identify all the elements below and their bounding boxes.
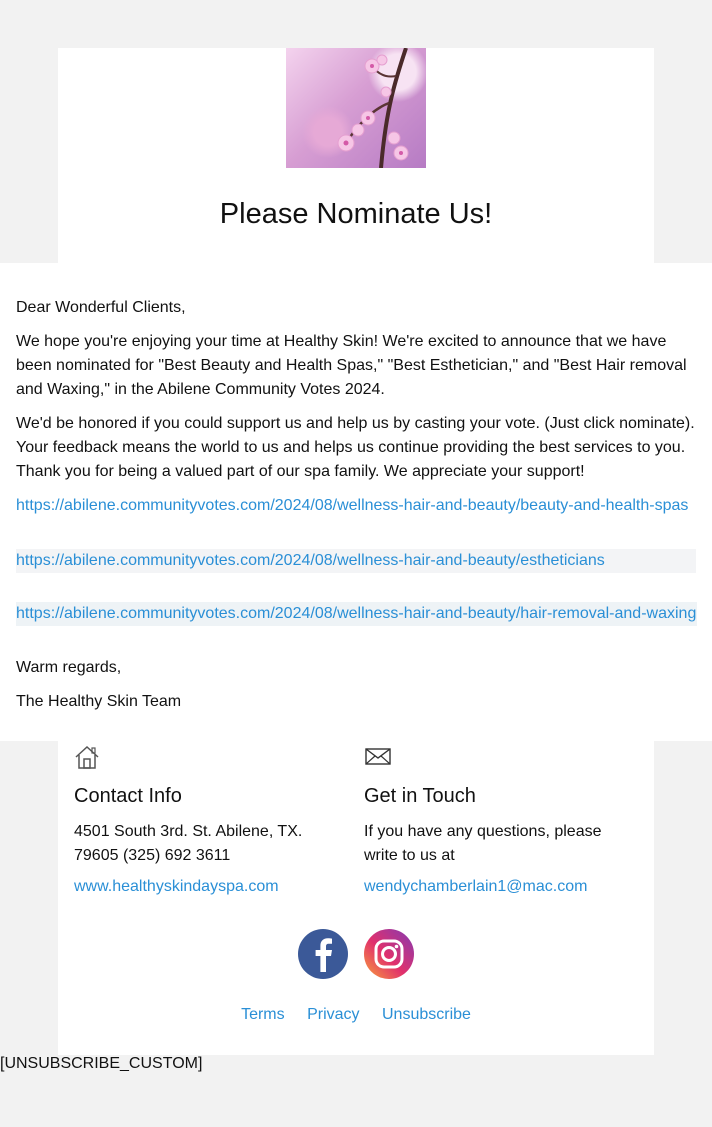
get-in-touch-heading: Get in Touch [364,785,476,807]
email-body [0,263,712,741]
privacy-link[interactable]: Privacy [307,1006,360,1023]
nomination-link-estheticians[interactable]: https://abilene.communityvotes.com/2024/08/wellness-hair-and-beauty/estheticians [16,549,696,573]
terms-link[interactable]: Terms [241,1006,285,1023]
header-card [58,48,654,263]
home-icon [74,745,100,774]
get-in-touch-text: If you have any questions, please write to us at [364,823,602,864]
contact-address: 4501 South 3rd. St. Abilene, TX. 79605 (325) 692 3611 [74,823,303,864]
nomination-link-spas[interactable]: https://abilene.communityvotes.com/2024/08/wellness-hair-and-beauty/beauty-and-health-spas [16,497,689,514]
contact-info-heading: Contact Info [74,785,182,807]
envelope-icon [364,745,392,772]
hero-image [286,48,426,168]
website-link[interactable]: www.healthyskindayspa.com [74,878,279,895]
instagram-icon[interactable] [363,928,415,985]
facebook-icon[interactable] [297,928,349,985]
unsubscribe-custom-placeholder: [UNSUBSCRIBE_CUSTOM] [0,1055,203,1072]
email-link[interactable]: wendychamberlain1@mac.com [364,878,588,895]
footer-card [58,741,654,1055]
signature: The Healthy Skin Team [16,693,182,710]
unsubscribe-link[interactable]: Unsubscribe [381,1006,471,1023]
intro-paragraph: We hope you're enjoying your time at Healthy Skin! We're excited to announce that we have been nominated for "Best Beauty and Health Spas," "Best Esthetician," and "Best Hair removal and Waxing," in the Abilene Community Votes 2024. [16,333,687,398]
support-paragraph: We'd be honored if you could support us and help us by casting your vote. (Just click nominate). Your feedback means the world to us and helps us continue providing the best services to you. Thank you for being a valued part of our spa family. We appreciate your support! [16,415,695,480]
greeting: Dear Wonderful Clients, [16,299,186,316]
closing: Warm regards, [16,659,122,676]
nomination-link-hair-removal[interactable]: https://abilene.communityvotes.com/2024/08/wellness-hair-and-beauty/hair-removal-and-waxing [16,602,697,626]
footer-links [58,1006,654,1024]
page-title: Please Nominate Us! [219,198,493,230]
